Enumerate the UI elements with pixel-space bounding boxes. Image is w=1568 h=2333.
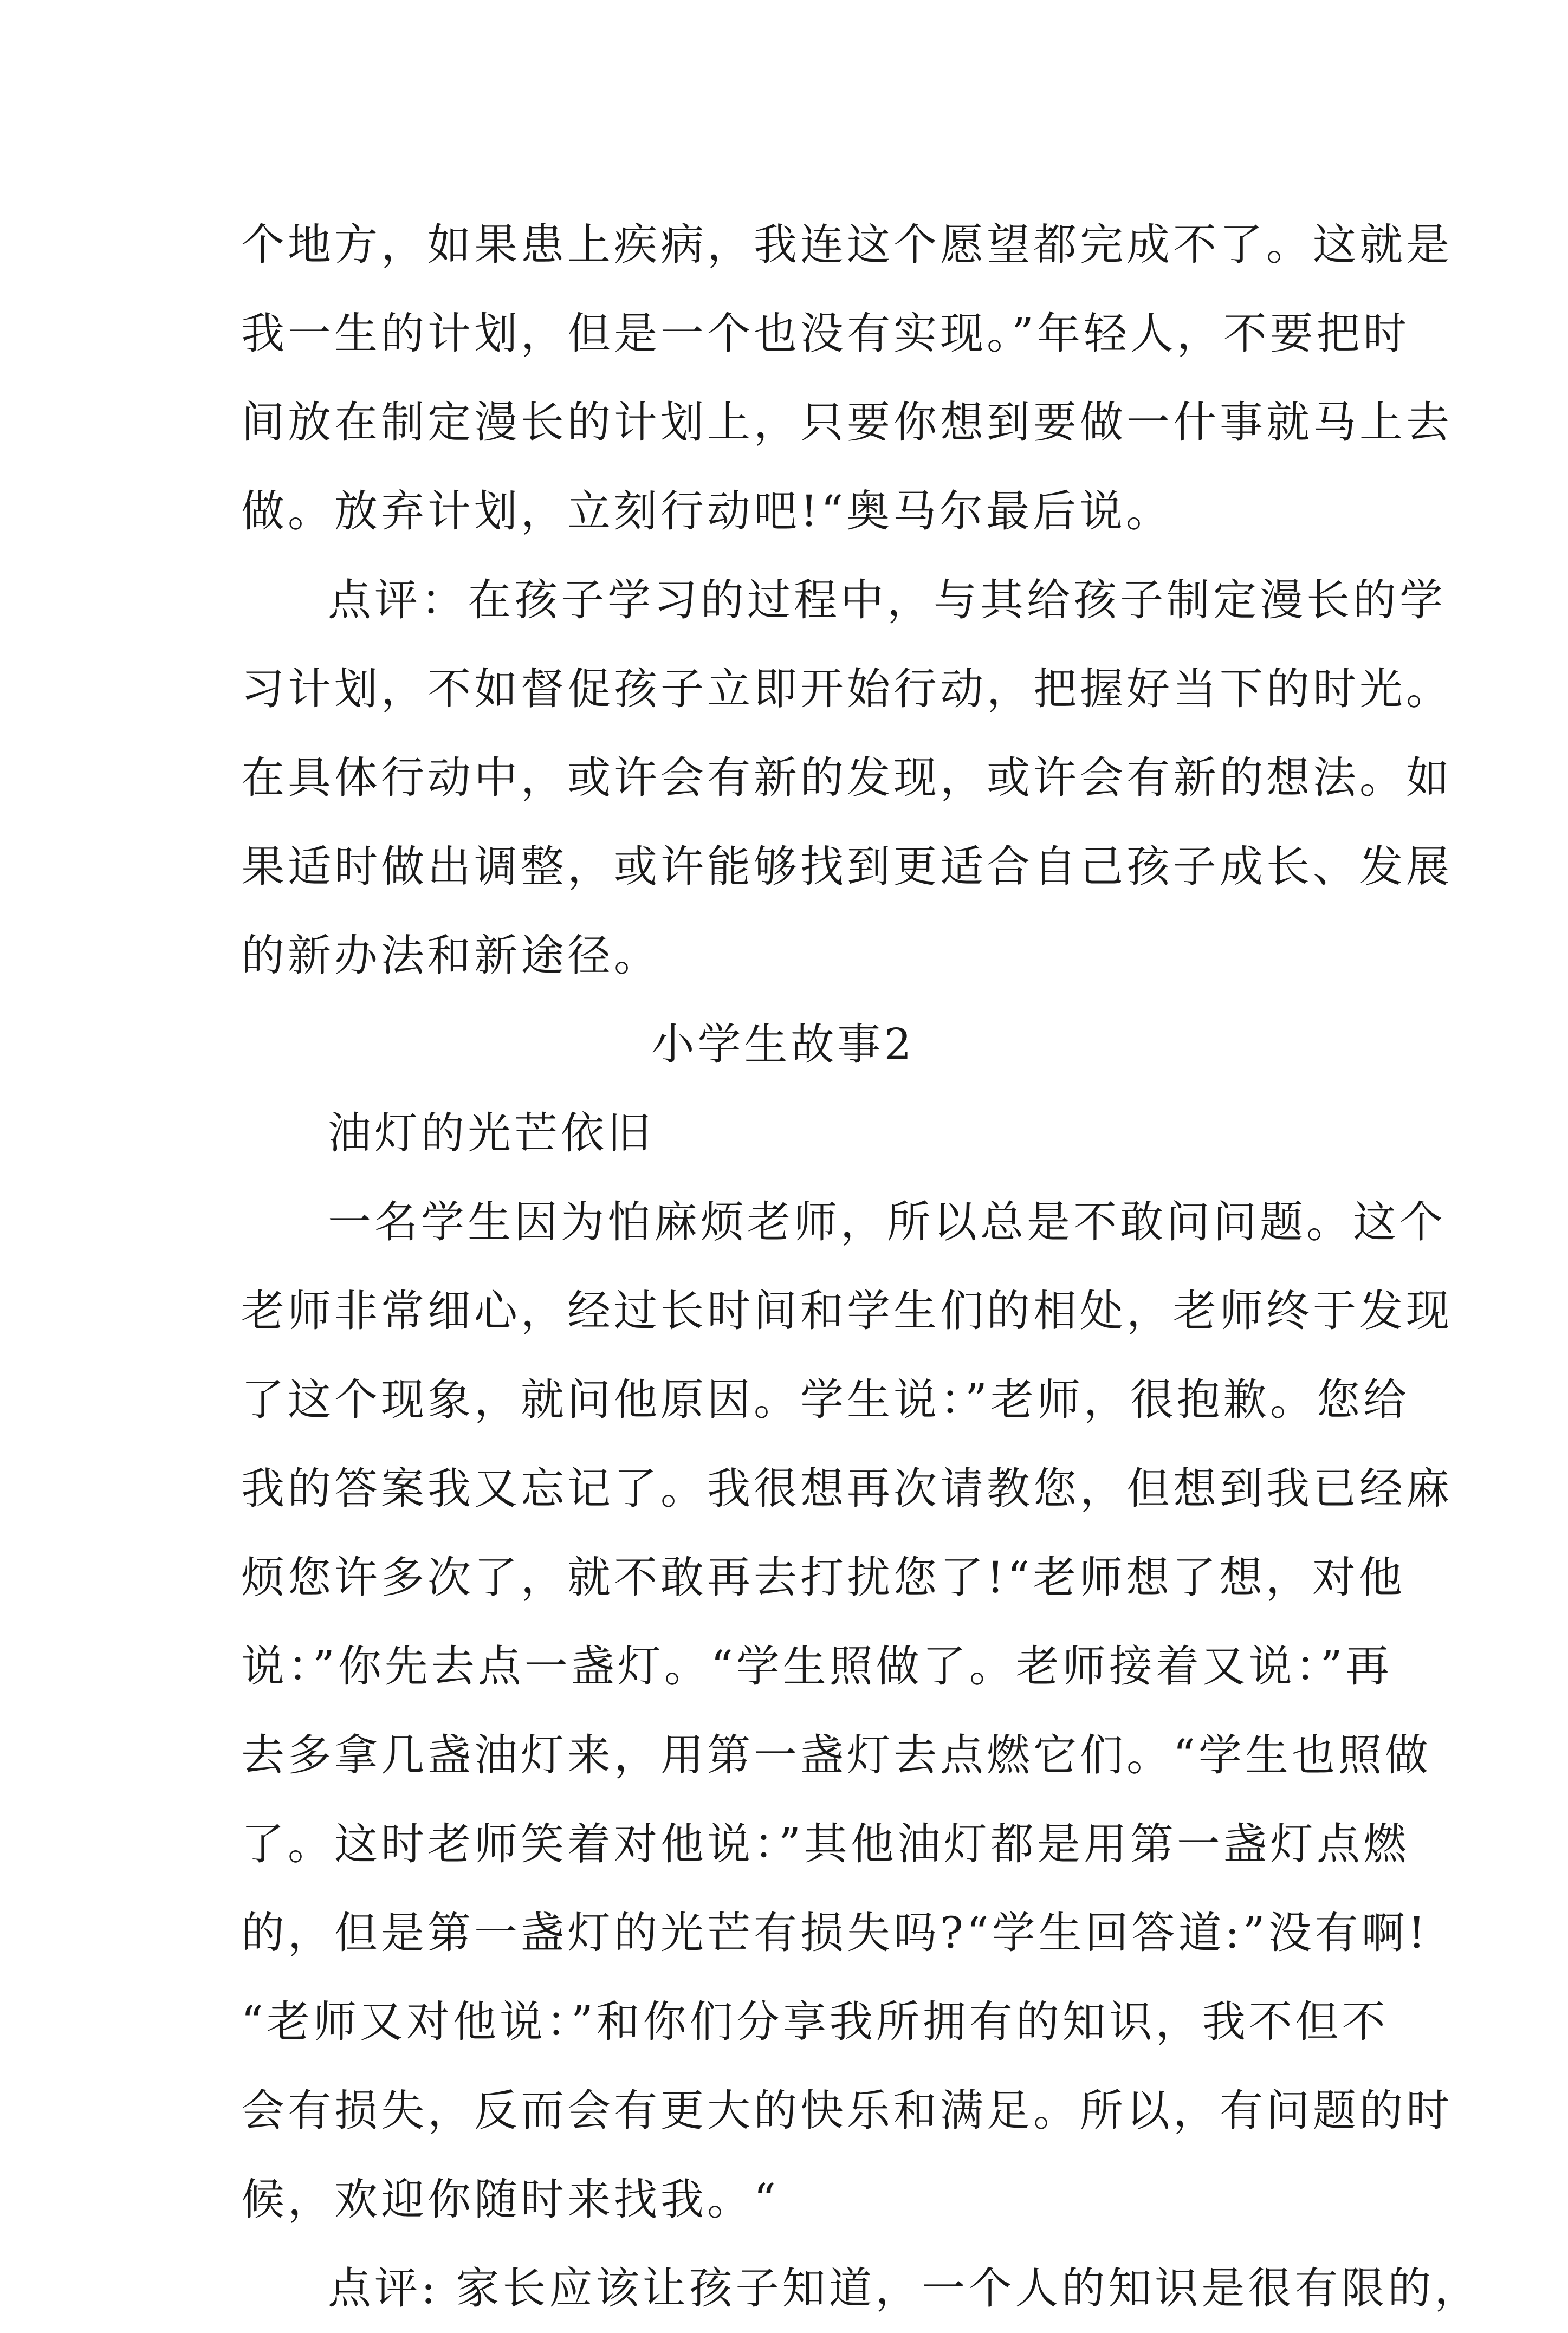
text-line: 的，但是第一盏灯的光芒有损失吗?“学生回答道:”没有啊! <box>241 1908 1429 1958</box>
text-line: 果适时做出调整，或许能够找到更适合自己孩子成长、发展 <box>241 841 1453 892</box>
text-line: 个地方，如果患上疾病，我连这个愿望都完成不了。这就是 <box>241 219 1453 270</box>
text-line: 了这个现象，就问他原因。学生说：”老师，很抱歉。您给 <box>241 1375 1410 1425</box>
document-body <box>241 200 1481 2333</box>
story-title: 油灯的光芒依旧 <box>328 1108 654 1158</box>
text-line: 老师非常细心，经过长时间和学生们的相处，老师终于发现 <box>241 1286 1453 1336</box>
text-line: 习计划，不如督促孩子立即开始行动，把握好当下的时光。 <box>241 664 1453 714</box>
text-line: 我一生的计划，但是一个也没有实现。”年轻人，不要把时 <box>241 308 1410 359</box>
comment-paragraph-start: 点评：在孩子学习的过程中，与其给孩子制定漫长的学 <box>328 575 1446 625</box>
text-line: 了。这时老师笑着对他说：”其他油灯都是用第一盏灯点燃 <box>241 1819 1410 1869</box>
text-line: 在具体行动中，或许会有新的发现，或许会有新的想法。如 <box>241 753 1453 803</box>
text-line: 的新办法和新途径。 <box>241 930 660 981</box>
text-line: 做。放弃计划，立刻行动吧!“奥马尔最后说。 <box>241 486 1173 536</box>
text-line: 我的答案我又忘记了。我很想再次请教您，但想到我已经麻 <box>241 1463 1453 1514</box>
text-line: 去多拿几盏油灯来，用第一盏灯去点燃它们。“学生也照做 <box>241 1730 1431 1780</box>
text-line: 说：”你先去点一盏灯。“学生照做了。老师接着又说：”再 <box>241 1641 1392 1692</box>
text-line: 烦您许多次了，就不敢再去打扰您了!“老师想了想，对他 <box>241 1552 1406 1603</box>
story-paragraph-start: 一名学生因为怕麻烦老师，所以总是不敢问问题。这个 <box>328 1197 1446 1247</box>
text-line: 会有损失，反而会有更大的快乐和满足。所以，有问题的时 <box>241 2085 1453 2136</box>
text-line: 候，欢迎你随时来找我。“ <box>241 2174 779 2225</box>
section-heading: 小学生故事2 <box>651 1019 915 1070</box>
comment-paragraph-start: 点评: 家长应该让孩子知道，一个人的知识是很有限的， <box>328 2263 1481 2313</box>
text-line: “老师又对他说：”和你们分享我所拥有的知识，我不但不 <box>241 1997 1389 2047</box>
text-line: 间放在制定漫长的计划上，只要你想到要做一什事就马上去 <box>241 397 1453 448</box>
